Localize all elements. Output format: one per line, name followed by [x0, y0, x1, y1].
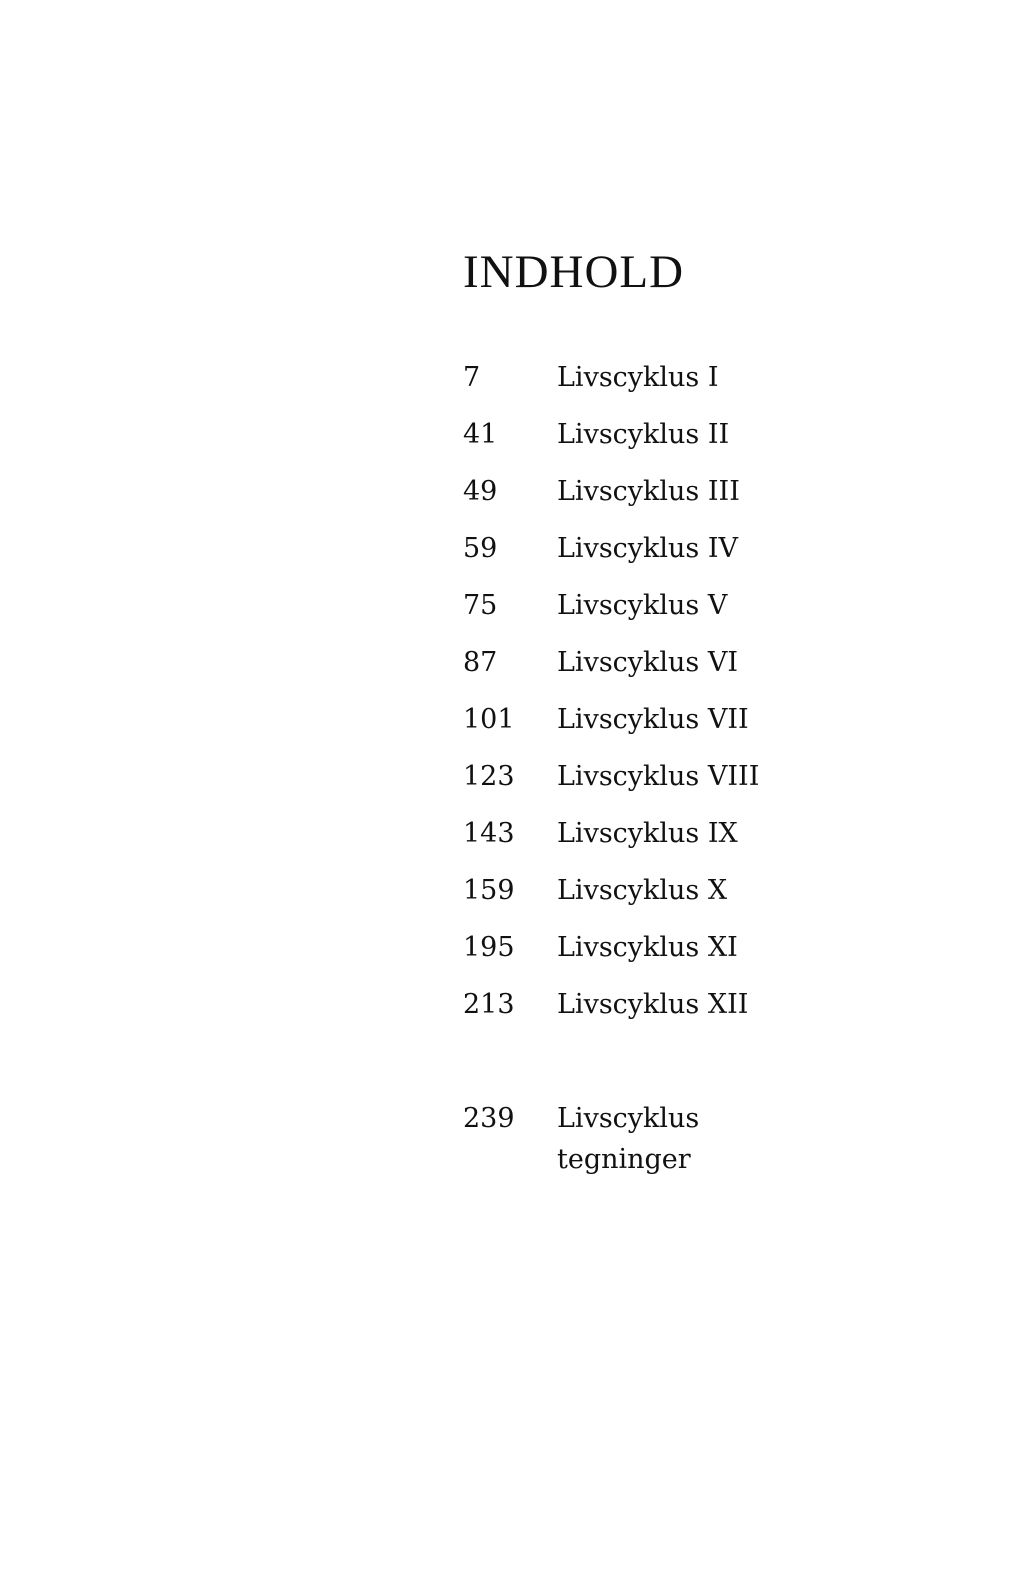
toc-page-number: 143 [463, 818, 515, 849]
toc-page-number: 59 [463, 533, 498, 564]
toc-entry-title: Livscyklus III [557, 476, 740, 507]
toc-page-number: 159 [463, 875, 515, 906]
toc-page-number: 87 [463, 647, 498, 678]
toc-entry [463, 1098, 943, 1180]
table-of-contents [463, 357, 943, 1180]
toc-entry [463, 813, 943, 870]
toc-entry [463, 414, 943, 471]
toc-entry-title: Livscyklus XII [557, 989, 749, 1020]
toc-entry-title: Livscyklus tegninger [557, 1103, 700, 1175]
toc-entry-title: Livscyklus VI [557, 647, 739, 678]
toc-entry-title: Livscyklus II [557, 419, 730, 450]
toc-entry [463, 357, 943, 414]
toc-entry-title: Livscyklus VIII [557, 761, 760, 792]
toc-entry-title: Livscyklus IV [557, 533, 739, 564]
toc-entry-title: Livscyklus XI [557, 932, 738, 963]
toc-entry [463, 984, 943, 1041]
toc-page-number: 75 [463, 590, 498, 621]
toc-page-number: 7 [463, 362, 481, 393]
toc-page-number: 239 [463, 1103, 515, 1134]
toc-entry-title: Livscyklus I [557, 362, 719, 393]
toc-page-number: 41 [463, 419, 498, 450]
toc-entry [463, 756, 943, 813]
toc-page-number: 213 [463, 989, 515, 1020]
toc-page-number: 123 [463, 761, 515, 792]
toc-page-number: 49 [463, 476, 498, 507]
page-title: INDHOLD [463, 246, 685, 298]
toc-entry-title: Livscyklus V [557, 590, 728, 621]
toc-page-number: 101 [463, 704, 515, 735]
toc-entry-title: Livscyklus VII [557, 704, 749, 735]
toc-entry-title: Livscyklus IX [557, 818, 738, 849]
toc-entry [463, 471, 943, 528]
toc-entry [463, 699, 943, 756]
toc-entry [463, 927, 943, 984]
toc-page-number: 195 [463, 932, 515, 963]
toc-entry-title: Livscyklus X [557, 875, 728, 906]
toc-entry [463, 642, 943, 699]
toc-entry [463, 585, 943, 642]
toc-entry [463, 528, 943, 585]
toc-entry [463, 870, 943, 927]
